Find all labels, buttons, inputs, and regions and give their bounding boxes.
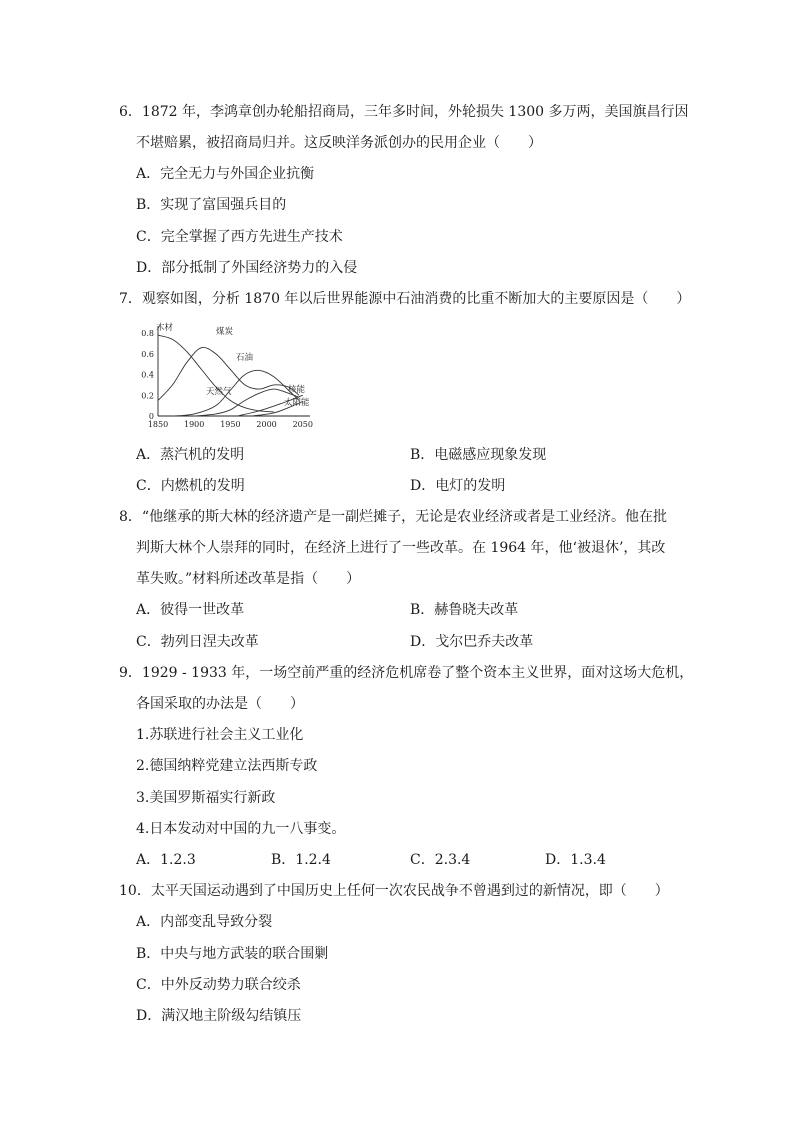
y-tick-label: 0.8 bbox=[141, 329, 154, 339]
q7-option-c: C．内燃机的发明 bbox=[136, 478, 245, 494]
q9-stem-line2: 各国采取的办法是（ ） bbox=[136, 696, 304, 712]
chart-x-ticks bbox=[148, 420, 313, 429]
q8-option-b: B．赫鲁晓夫改革 bbox=[410, 602, 519, 618]
q7-option-d: D．电灯的发明 bbox=[410, 478, 506, 494]
series-line bbox=[158, 335, 274, 412]
q9-item-2: 2.德国纳粹党建立法西斯专政 bbox=[136, 758, 318, 774]
series-label: 核能 bbox=[288, 385, 306, 395]
y-tick-label: 0.6 bbox=[141, 349, 154, 359]
q8-stem-line2: 判斯大林个人崇拜的同时，在经济上进行了一些改革。在 1964 年，他‘被退休’，其改 bbox=[136, 540, 666, 556]
q9-option-a: A．1.2.3 bbox=[136, 852, 196, 868]
chart-series-lines bbox=[158, 335, 303, 416]
x-tick-label: 1950 bbox=[220, 420, 241, 429]
x-tick-label: 2050 bbox=[292, 420, 313, 429]
chart-series-labels bbox=[156, 322, 310, 408]
chart-y-ticks bbox=[141, 329, 154, 421]
q8-option-a: A．彼得一世改革 bbox=[136, 602, 245, 618]
q6-stem-line2: 不堪赔累，被招商局归并。这反映洋务派创办的民用企业（ ） bbox=[136, 135, 542, 151]
q7-stem: 7．观察如图，分析 1870 年以后世界能源中石油消费的比重不断加大的主要原因是（ ） bbox=[119, 291, 691, 307]
q9-item-1: 1.苏联进行社会主义工业化 bbox=[136, 727, 304, 743]
q10-option-a: A．内部变乱导致分裂 bbox=[136, 914, 273, 930]
q10-stem: 10．太平天国运动遇到了中国历史上任何一次农民战争不曾遇到过的新情况，即（ ） bbox=[119, 883, 669, 899]
q9-option-d: D．1.3.4 bbox=[545, 852, 606, 868]
q8-option-d: D．戈尔巴乔夫改革 bbox=[410, 634, 534, 650]
q7-option-a: A．蒸汽机的发明 bbox=[136, 447, 245, 463]
q9-option-b: B．1.2.4 bbox=[271, 852, 331, 868]
series-label: 太阳能 bbox=[284, 398, 310, 408]
q8-stem-line1: 8．“他继承的斯大林的经济遗产是一副烂摊子，无论是农业经济或者是工业经济。他在批 bbox=[119, 509, 668, 525]
q7-option-b: B．电磁感应现象发现 bbox=[410, 447, 547, 463]
series-line bbox=[173, 370, 300, 416]
q6-option-d: D．部分抵制了外国经济势力的入侵 bbox=[136, 260, 358, 276]
y-tick-label: 0 bbox=[148, 412, 154, 421]
series-label: 石油 bbox=[236, 353, 254, 363]
series-label: 天然气 bbox=[206, 387, 232, 397]
x-tick-label: 2000 bbox=[256, 420, 277, 429]
energy-consumption-chart bbox=[138, 322, 318, 434]
q6-option-b: B．实现了富国强兵目的 bbox=[136, 197, 287, 213]
q10-option-d: D．满汉地主阶级勾结镇压 bbox=[136, 1008, 302, 1024]
x-tick-label: 1850 bbox=[147, 420, 169, 429]
q10-option-c: C．中外反动势力联合绞杀 bbox=[136, 977, 301, 993]
x-tick-label: 1900 bbox=[184, 420, 205, 429]
y-tick-label: 0.4 bbox=[141, 370, 154, 380]
y-tick-label: 0.2 bbox=[141, 391, 154, 401]
q9-item-4: 4.日本发动对中国的九一八事变。 bbox=[136, 821, 346, 837]
series-label: 煤炭 bbox=[216, 327, 234, 337]
q9-item-3: 3.美国罗斯福实行新政 bbox=[136, 790, 276, 806]
q10-option-b: B．中央与地方武装的联合围剿 bbox=[136, 946, 329, 962]
q9-stem-line1: 9．1929 - 1933 年，一场空前严重的经济危机席卷了整个资本主义世界，面对这场大危机， bbox=[119, 665, 694, 681]
q8-stem-line3: 革失败。”材料所述改革是指（ ） bbox=[136, 571, 361, 587]
q6-stem-line1: 6．1872 年，李鸿章创办轮船招商局，三年多时间，外轮损失 1300 多万两，美国旗昌行因 bbox=[119, 104, 689, 120]
q6-option-a: A．完全无力与外国企业抗衡 bbox=[136, 166, 315, 182]
q9-option-c: C．2.3.4 bbox=[410, 852, 471, 868]
series-label: 木材 bbox=[156, 323, 174, 333]
q6-option-c: C．完全掌握了西方先进生产技术 bbox=[136, 229, 343, 245]
q8-option-c: C．勃列日涅夫改革 bbox=[136, 634, 259, 650]
